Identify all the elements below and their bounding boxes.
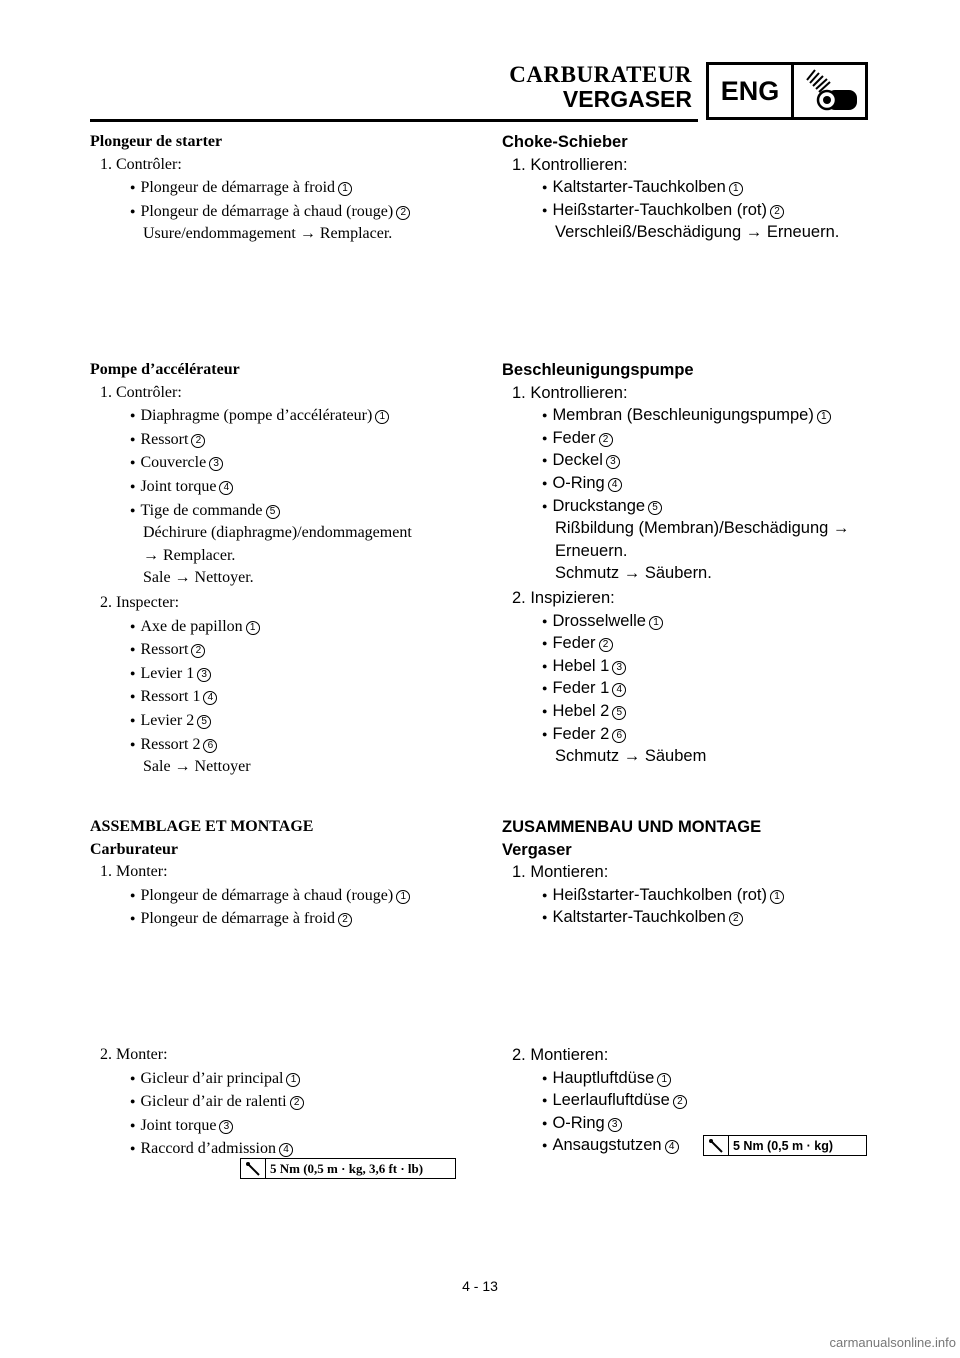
list-item: ● Ressort 2	[90, 638, 460, 662]
callout-marker: 2	[673, 1095, 687, 1109]
torque-spec-fr	[240, 1158, 456, 1179]
callout-marker: 3	[612, 661, 626, 675]
torque-value: 5 Nm (0,5 m · kg, 3,6 ft · lb)	[270, 1160, 424, 1176]
watermark: carmanualsonline.info	[829, 1335, 956, 1350]
callout-marker: 3	[219, 1120, 233, 1134]
callout-marker: 6	[203, 739, 217, 753]
list-item: ● Plongeur de démarrage à chaud (rouge) 2	[90, 200, 460, 224]
callout-marker: 2	[396, 206, 410, 220]
page-number: 4 - 13	[462, 1278, 498, 1294]
torque-spec-de	[703, 1135, 867, 1156]
callout-marker: 5	[612, 706, 626, 720]
step-1: 1. Contrôler:	[100, 155, 182, 173]
list-item: ● Diaphragme (pompe d’accélérateur) 1	[90, 404, 460, 428]
torque-wrench-icon	[241, 1159, 266, 1178]
step-2: 2. Inspizieren:	[512, 588, 615, 607]
list-item: ● Hebel 1 3	[502, 655, 882, 678]
callout-marker: 4	[219, 481, 233, 495]
section-title-de: VERGASER	[562, 86, 692, 112]
callout-marker: 1	[649, 616, 663, 630]
step-1: 1. Monter:	[100, 863, 168, 881]
list-item: ● O-Ring 4	[502, 472, 882, 495]
callout-marker: 5	[266, 505, 280, 519]
heading-pump-fr: Pompe d’accélérateur	[90, 361, 240, 378]
eng-badge-label: ENG	[709, 65, 794, 117]
engine-piston-icon	[794, 65, 865, 117]
list-item: ● Ansaugstutzen 4	[502, 1134, 882, 1157]
list-item: ● Ressort 1 4	[90, 685, 460, 709]
note: Schmutz → Säubern.	[555, 564, 712, 583]
torque-wrench-icon	[704, 1136, 729, 1155]
heading-starter-de: Choke-Schieber	[502, 133, 628, 151]
note: Déchirure (diaphragme)/endommagement	[143, 524, 412, 542]
callout-marker: 3	[209, 457, 223, 471]
list-item: ● Couvercle 3	[90, 451, 460, 475]
callout-marker: 2	[770, 205, 784, 219]
section-title-fr: CARBURATEUR	[509, 62, 692, 87]
callout-marker: 4	[203, 691, 217, 705]
callout-marker: 3	[606, 455, 620, 469]
callout-marker: 1	[729, 182, 743, 196]
header-rule	[90, 119, 698, 122]
list-item: ● Hauptluftdüse 1	[502, 1067, 882, 1090]
list-item: ● Ressort 2	[90, 428, 460, 452]
list-item: ● Gicleur d’air principal 1	[90, 1067, 460, 1091]
list-item: ● Feder 1 4	[502, 677, 882, 700]
callout-marker: 2	[338, 913, 352, 927]
list-item: ● Gicleur d’air de ralenti 2	[90, 1090, 460, 1114]
callout-marker: 2	[191, 644, 205, 658]
list-item: ● Joint torque 4	[90, 475, 460, 499]
step-1: 1. Kontrollieren:	[512, 383, 628, 402]
note: Sale → Nettoyer.	[143, 569, 254, 587]
callout-marker: 1	[657, 1073, 671, 1087]
callout-marker: 4	[665, 1140, 679, 1154]
callout-marker: 2	[191, 434, 205, 448]
note: Sale → Nettoyer	[143, 758, 251, 776]
callout-marker: 1	[338, 182, 352, 196]
callout-marker: 1	[396, 890, 410, 904]
note: Erneuern.	[555, 541, 628, 560]
note: Usure/endommagement → Remplacer.	[143, 225, 393, 243]
callout-marker: 1	[246, 621, 260, 635]
callout-marker: 3	[197, 668, 211, 682]
callout-marker: 2	[599, 433, 613, 447]
list-item: ● Axe de papillon 1	[90, 615, 460, 639]
step-1: 1. Montieren:	[512, 863, 609, 882]
list-item: ● O-Ring 3	[502, 1112, 882, 1135]
callout-marker: 2	[729, 912, 743, 926]
list-item: ● Ressort 2 6	[90, 733, 460, 757]
step-2: 2. Monter:	[100, 1046, 168, 1063]
list-item: ● Joint torque 3	[90, 1114, 460, 1138]
callout-marker: 3	[608, 1118, 622, 1132]
callout-marker: 1	[817, 410, 831, 424]
list-item: ● Plongeur de démarrage à froid 1	[90, 176, 460, 200]
step-2: 2. Montieren:	[512, 1046, 609, 1064]
list-item: ● Membran (Beschleunigungspumpe) 1	[502, 404, 882, 427]
list-item: ● Feder 2	[502, 427, 882, 450]
callout-marker: 4	[608, 478, 622, 492]
list-item: ● Levier 2 5	[90, 709, 460, 733]
list-item: ● Plongeur de démarrage à froid 2	[90, 907, 460, 931]
callout-marker: 1	[375, 410, 389, 424]
list-item: ● Druckstange 5	[502, 495, 882, 518]
step-1: 1. Contrôler:	[100, 383, 182, 401]
step-2: 2. Inspecter:	[100, 593, 180, 611]
list-item: ● Feder 2 6	[502, 723, 882, 746]
list-item: ● Leerlaufluftdüse 2	[502, 1089, 882, 1112]
callout-marker: 4	[612, 683, 626, 697]
list-item: ● Heißstarter-Tauchkolben (rot) 1	[502, 884, 882, 907]
list-item: ● Plongeur de démarrage à chaud (rouge) 1	[90, 884, 460, 908]
heading-pump-de: Beschleunigungspumpe	[502, 361, 694, 379]
step-1: 1. Kontrollieren:	[512, 155, 628, 174]
torque-value: 5 Nm (0,5 m · kg)	[733, 1138, 834, 1153]
list-item: ● Deckel 3	[502, 449, 882, 472]
callout-marker: 1	[286, 1073, 300, 1087]
list-item: ● Kaltstarter-Tauchkolben 2	[502, 906, 882, 929]
callout-marker: 5	[648, 501, 662, 515]
note: Schmutz → Säubem	[555, 747, 707, 766]
note: Verschleiß/Beschädigung → Erneuern.	[555, 223, 840, 242]
callout-marker: 6	[612, 729, 626, 743]
eng-badge	[706, 62, 868, 120]
list-item: ● Drosselwelle 1	[502, 610, 882, 633]
list-item: ● Levier 1 3	[90, 662, 460, 686]
heading-assembly-fr: ASSEMBLAGE ET MONTAGE	[90, 818, 314, 835]
subheading-carburetor-de: Vergaser	[502, 840, 572, 859]
heading-assembly-de: ZUSAMMENBAU UND MONTAGE	[502, 818, 762, 836]
heading-starter-fr: Plongeur de starter	[90, 133, 223, 150]
list-item: ● Hebel 2 5	[502, 700, 882, 723]
callout-marker: 4	[279, 1143, 293, 1157]
callout-marker: 2	[599, 638, 613, 652]
subheading-carburetor-fr: Carburateur	[90, 840, 178, 858]
list-item: ● Raccord d’admission 4	[90, 1137, 460, 1161]
list-item: ● Tige de commande 5	[90, 499, 460, 523]
note: → Remplacer.	[143, 546, 236, 564]
list-item: ● Feder 2	[502, 632, 882, 655]
callout-marker: 5	[197, 715, 211, 729]
list-item: ● Heißstarter-Tauchkolben (rot) 2	[502, 199, 882, 222]
callout-marker: 1	[770, 890, 784, 904]
callout-marker: 2	[290, 1096, 304, 1110]
note: Rißbildung (Membran)/Beschädigung →	[555, 519, 850, 538]
list-item: ● Kaltstarter-Tauchkolben 1	[502, 176, 882, 199]
